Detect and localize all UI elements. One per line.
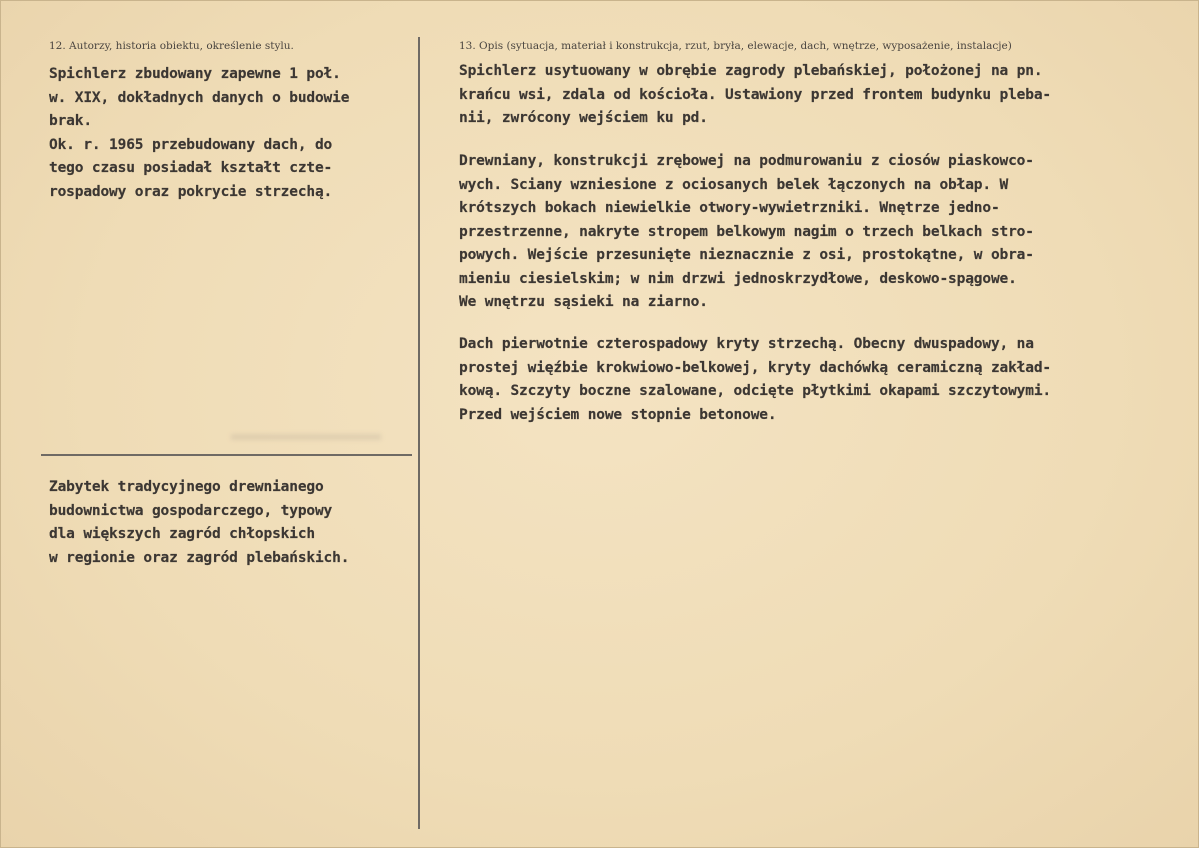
text-line: Zabytek tradycyjnego drewnianego — [49, 479, 324, 495]
horizontal-divider — [41, 454, 412, 456]
text-line: przestrzenne, nakryte stropem belkowym nagim o trzech belkach stro- — [459, 223, 1034, 240]
text-line: w regionie oraz zagród plebańskich. — [49, 549, 350, 566]
text-line: krańcu wsi, zdala od kościoła. Ustawiony przed frontem budynku pleba- — [459, 86, 1052, 103]
description-paragraph-location — [459, 60, 1051, 131]
text-line: mieniu ciesielskim; w nim drzwi jednoskrzydłowe, deskowo-spągowe. — [459, 270, 1017, 287]
text-line: We wnętrzu sąsieki na ziarno. — [459, 294, 708, 310]
text-line: w. XIX, dokładnych danych o budowie — [49, 89, 350, 106]
text-line: krótszych bokach niewielkie otwory-wywietrzniki. Wnętrze jedno- — [459, 200, 1000, 216]
text-line: powych. Wejście przesunięte nieznacznie z osi, prostokątne, w obra- — [459, 247, 1034, 263]
text-line: Dach pierwotnie czterospadowy kryty strzechą. Obecny dwuspadowy, na — [459, 336, 1034, 352]
text-line: wych. Sciany wzniesione z ociosanych belek łączonych na obłap. W — [459, 176, 1009, 193]
text-line: Ok. r. 1965 przebudowany dach, do — [49, 136, 333, 153]
text-line: Spichlerz usytuowany w obrębie zagrody plebańskiej, położonej na pn. — [459, 63, 1043, 79]
text-line: brak. — [49, 113, 92, 129]
text-line: dla większych zagród chłopskich — [49, 526, 315, 542]
text-line: kową. Szczyty boczne szalowane, odcięte płytkimi okapami szczytowymi. — [459, 383, 1052, 399]
text-line: prostej więźbie krokwiowo-belkowej, kryty dachówką ceramiczną zakład- — [459, 359, 1052, 376]
vertical-divider — [418, 37, 420, 829]
history-text — [49, 63, 349, 204]
assessment-text — [49, 476, 349, 570]
text-line: budownictwa gospodarczego, typowy — [49, 502, 333, 519]
text-line: nii, zwrócony wejściem ku pd. — [459, 110, 708, 126]
text-line: Spichlerz zbudowany zapewne 1 poł. — [49, 66, 341, 82]
description-paragraph-roof — [459, 333, 1051, 427]
section-13-heading: 13. Opis (sytuacja, materiał i konstrukcja, rzut, bryła, elewacje, dach, wnętrze, wyposażenie, instalacje) — [459, 40, 1012, 52]
text-line: Drewniany, konstrukcji zrębowej na podmurowaniu z ciosów piaskowco- — [459, 153, 1034, 169]
section-12-heading: 12. Autorzy, historia obiektu, określenie stylu. — [49, 40, 294, 52]
text-line: tego czasu posiadał kształt czte- — [49, 160, 333, 176]
text-line: rospadowy oraz pokrycie strzechą. — [49, 183, 333, 200]
description-paragraph-construction — [459, 150, 1034, 315]
text-line: Przed wejściem nowe stopnie betonowe. — [459, 406, 777, 423]
paper-smudge — [231, 434, 381, 440]
